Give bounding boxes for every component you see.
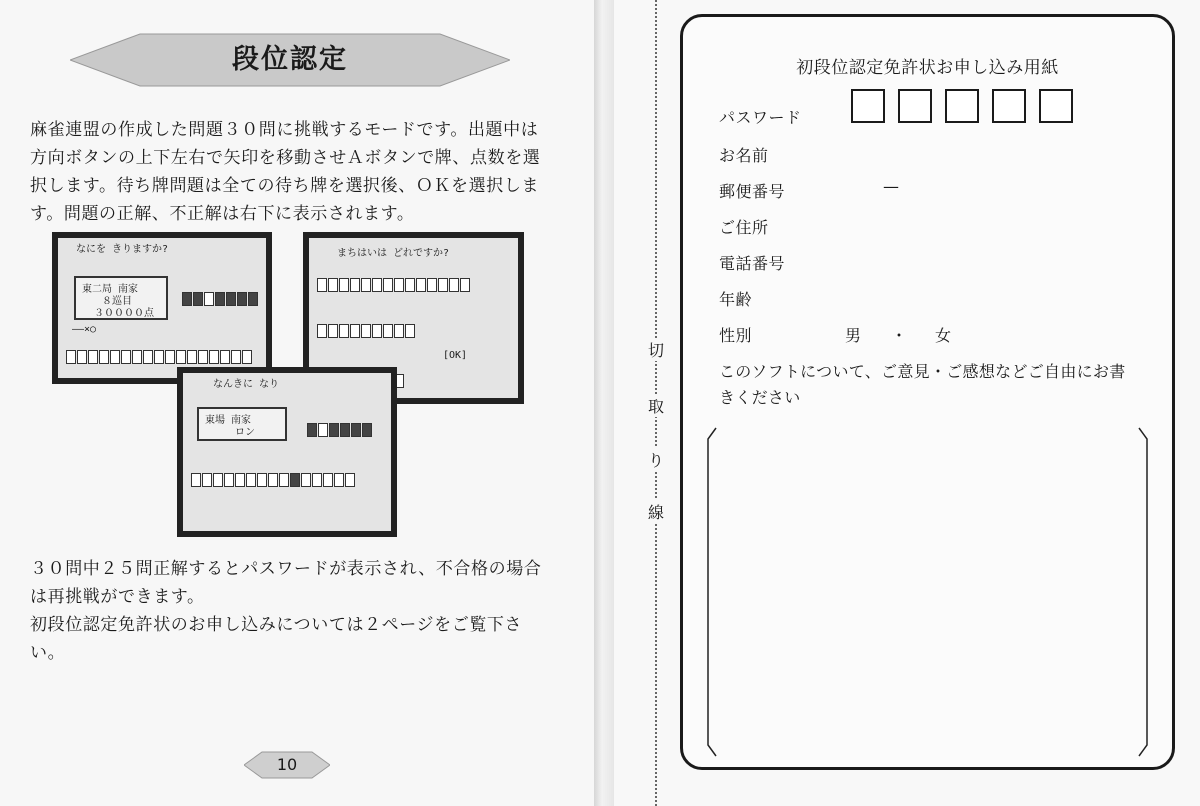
cut-label-char: 線: [642, 500, 670, 523]
intro-paragraph: 麻雀連盟の作成した問題３０問に挑戦するモードです。出題中は方向ボタンの上下左右で矢印を移動させＡボタンで牌、点数を選択します。待ち牌問題は全ての待ち牌を選択後、ＯＫを選択します。問題の正解、不正解は右下に表示されます。: [30, 120, 541, 224]
round-info-box: 東場 南家 ロン: [197, 407, 287, 441]
form-title: 初段位認定免許状お申し込み用紙: [796, 58, 1059, 78]
result-paragraph: [30, 555, 550, 667]
arrow-indicator: ——×○: [72, 324, 97, 335]
book-gutter: [594, 0, 614, 806]
password-box[interactable]: [898, 89, 932, 123]
gender-male-option[interactable]: 男: [845, 326, 862, 345]
password-label: パスワード: [719, 108, 802, 127]
comment-prompt: このソフトについて、ご意見・ご感想などご自由にお書きください: [719, 362, 1126, 407]
gender-female-option[interactable]: 女: [935, 326, 952, 345]
page-number-text: 10: [276, 755, 298, 774]
comment-bracket-right: [1138, 427, 1148, 757]
hand-tiles: [191, 473, 355, 487]
zip-label: 郵便番号: [719, 182, 786, 201]
hand-tiles: [66, 350, 252, 364]
pass-text: ３０問中２５問正解するとパスワードが表示され、不合格の場合は再挑戦ができます。: [30, 559, 542, 607]
cut-label-char: 取: [642, 394, 670, 417]
password-box[interactable]: [945, 89, 979, 123]
comment-area[interactable]: [719, 427, 1137, 757]
cut-label-char: り: [642, 448, 670, 471]
comment-bracket-left: [707, 427, 717, 757]
screen-header: なんきに なり: [213, 379, 280, 390]
page-number: [244, 750, 330, 780]
address-label: ご住所: [719, 218, 769, 237]
gender-separator: ・: [891, 326, 908, 345]
zip-dash: —: [883, 177, 899, 196]
application-form: [680, 14, 1175, 770]
name-label: お名前: [719, 146, 769, 165]
gender-label: 性別: [719, 326, 753, 345]
game-screenshot-score: [177, 367, 397, 537]
password-box[interactable]: [992, 89, 1026, 123]
tile-choices: [317, 324, 415, 338]
page-title: 段位認定: [232, 44, 348, 75]
title-banner: [70, 28, 510, 92]
tile-row: [182, 292, 258, 306]
apply-text: 初段位認定免許状のお申し込みについては２ページをご覧下さい。: [30, 615, 523, 663]
ok-label: [OK]: [443, 350, 468, 361]
age-label: 年齢: [719, 290, 753, 309]
screen-header: まちはいは どれですか?: [337, 248, 450, 259]
password-box[interactable]: [851, 89, 885, 123]
screen-header: なにを きりますか?: [76, 244, 169, 255]
password-box[interactable]: [1039, 89, 1073, 123]
left-page: [0, 0, 594, 806]
cut-label-char: 切: [642, 338, 670, 361]
phone-label: 電話番号: [719, 254, 786, 273]
round-info-box: 東二局 南家 ８巡目 ３００００点: [74, 276, 168, 320]
tile-row: [307, 423, 372, 437]
tile-row: [317, 278, 470, 292]
game-screenshot-discard: [52, 232, 272, 384]
